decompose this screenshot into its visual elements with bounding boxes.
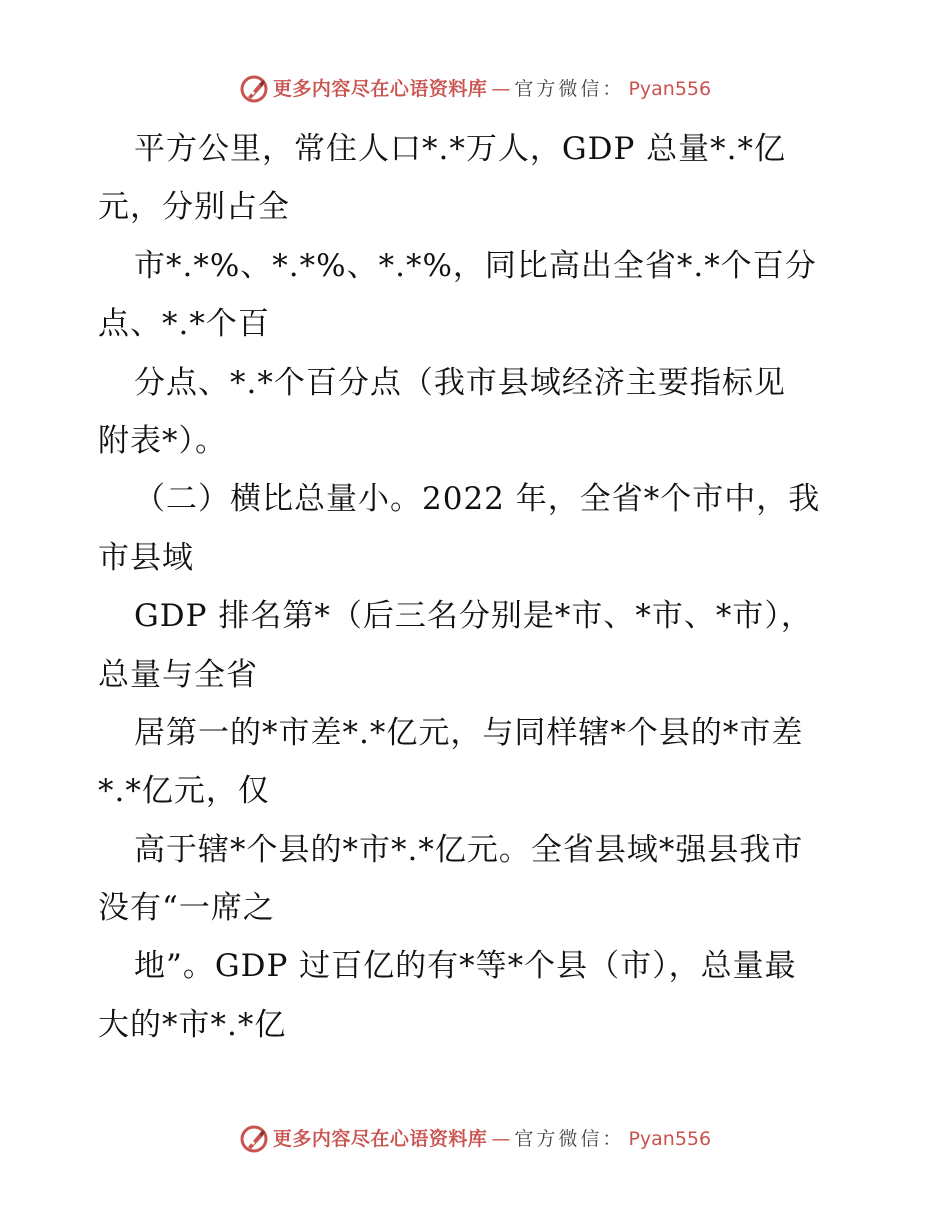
pen-nib-logo-icon	[239, 74, 269, 104]
body-line: 市县域	[98, 539, 194, 576]
header-watermark	[0, 74, 950, 104]
body-line: 点、*.*个百	[98, 306, 270, 343]
watermark-official-label: 官方微信：	[514, 1128, 625, 1150]
watermark-official-label: 官方微信：	[514, 78, 625, 100]
body-line: 高于辖*个县的*市*.*亿元。全省县域*强县我市	[134, 831, 804, 868]
body-line: 总量与全省	[98, 656, 258, 693]
body-line: 大的*市*.*亿	[98, 1006, 287, 1043]
body-line: 居第一的*市差*.*亿元，与同样辖*个县的*市差	[134, 714, 804, 751]
pen-nib-logo-icon	[239, 1124, 269, 1154]
watermark-wechat-id: Pyan556	[628, 1128, 712, 1150]
watermark-wechat-id: Pyan556	[628, 78, 712, 100]
body-line: （二）横比总量小。2022 年，全省*个市中，我	[134, 481, 821, 518]
document-body	[98, 120, 858, 1054]
body-line: 平方公里，常住人口*.*万人，GDP 总量*.*亿	[134, 131, 787, 167]
watermark-dash: —	[491, 1128, 511, 1150]
footer-watermark	[0, 1124, 950, 1154]
body-line: 元，分别占全	[98, 189, 290, 226]
body-line: 分点、*.*个百分点（我市县域经济主要指标见	[134, 364, 786, 401]
body-line: 地”。GDP 过百亿的有*等*个县（市），总量最	[134, 948, 797, 985]
watermark-dash: —	[491, 78, 511, 100]
watermark-main-text: 更多内容尽在心语资料库	[272, 1128, 488, 1150]
body-line: 附表*）。	[98, 422, 227, 459]
body-line: 市*.*%、*.*%、*.*%，同比高出全省*.*个百分	[134, 247, 817, 284]
body-line: 没有“一席之	[98, 890, 275, 927]
watermark-main-text: 更多内容尽在心语资料库	[272, 78, 488, 100]
body-line: *.*亿元，仅	[98, 773, 270, 810]
body-line: GDP 排名第*（后三名分别是*市、*市、*市），	[134, 598, 813, 635]
